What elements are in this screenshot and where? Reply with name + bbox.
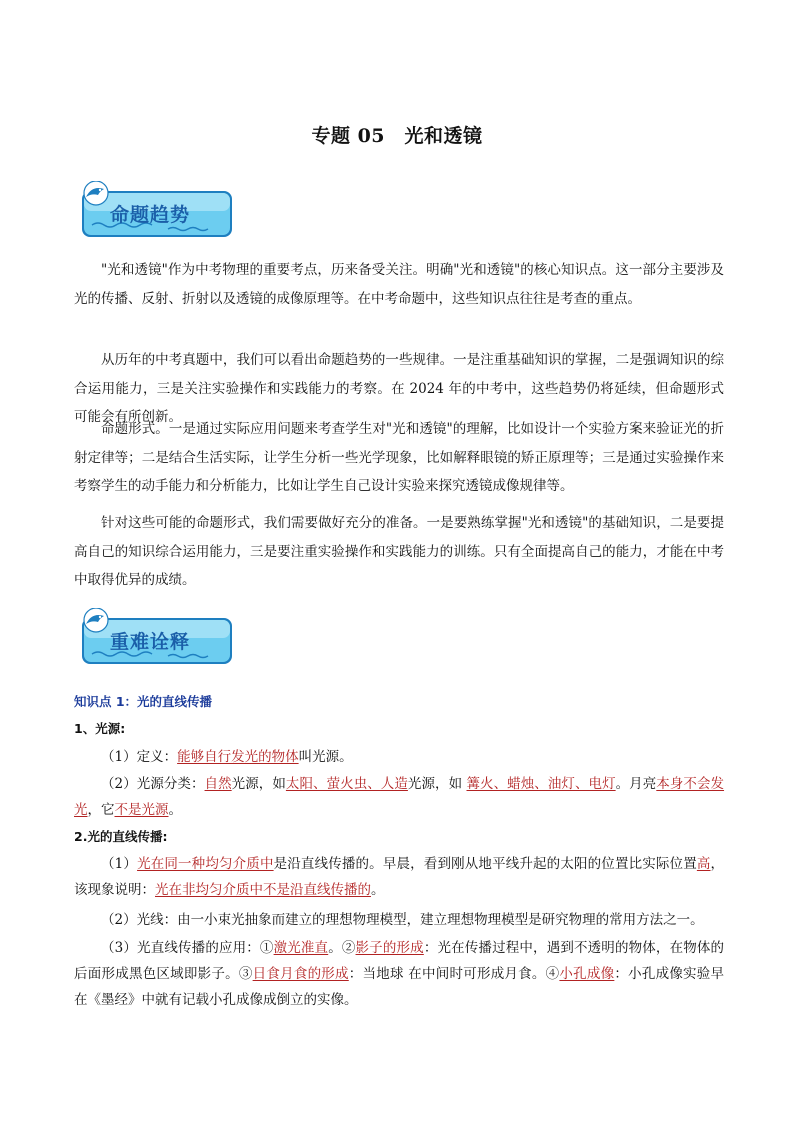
cls-highlight: 太阳、萤火虫、人造 [285,776,408,792]
trend-badge-label: 命题趋势 [110,204,191,226]
trend-badge [78,181,236,239]
p3-highlight: 激光准直 [273,940,329,956]
def-highlight: 能够自行发光的物体 [177,749,299,765]
cls-highlight: 本身不会发光 [74,776,725,818]
trend-paragraph-1: "光和透镜"作为中考物理的重要考点，历来备受关注。明确"光和透镜"的核心知识点。这一部分主要涉及光的传播、反射、折射以及透镜的成像原理等。在中考命题中，这些知识点往往是考查的重点。 [74,262,724,307]
p3-highlight: 小孔成像 [559,966,615,982]
section-1-heading: 1、光源: [74,721,126,736]
p1-highlight: 高 [696,856,711,872]
p3-highlight: 日食月食的形成 [252,966,349,982]
p1-text: ，该现象说明： [74,856,725,898]
p3-text: ：光在传播过程中，遇到不透明的物体，在物体的后面形成黑色区域即影子。③ [74,940,725,982]
cls-highlight: 自然 [204,776,232,792]
p3-prefix: （3）光直线传播的应用：① [101,940,274,956]
def-suffix: 叫光源。 [298,749,353,765]
propagation-applications [74,935,724,1013]
p1-highlight: 光在非均匀介质中不是沿直线传播的 [155,882,371,898]
p3-text: 。② [328,940,356,956]
explain-badge-label: 重难诠释 [110,631,191,653]
cls-text: ，它 [87,802,115,818]
cls-text: 。月亮 [615,776,657,792]
trend-paragraph-4: 针对这些可能的命题形式，我们需要做好充分的准备。一是要熟练掌握"光和透镜"的基础知识，二是要提高自己的知识综合运用能力，三是要注重实验操作和实践能力的训练。只有全面提高自己的能力，才能在中考中取得优异的成绩。 [74,515,724,588]
knowledge-point-text: 知识点 1：光的直线传播 [74,694,213,709]
p1-prefix: （1） [101,856,138,872]
p1-text: 是沿直线传播的。早晨，看到刚从地平线升起的太阳的位置比实际位置 [273,856,697,872]
p1-text: 。 [371,882,385,898]
p3-highlight: 影子的形成 [355,940,424,956]
cls-text: 光源，如 [231,776,286,792]
section-2-heading: 2.光的直线传播: [74,829,168,844]
cls-prefix: （2）光源分类： [101,776,205,792]
cls-text: 光源，如 [407,776,467,792]
def-prefix: （1）定义： [101,749,178,765]
light-ray-definition: （2）光线：由一小束光抽象而建立的理想物理模型，建立理想物理模型是研究物理的常用方法之一。 [101,912,704,928]
p3-text: ：小孔成像实验早在《墨经》中就有记载小孔成像成倒立的实像。 [74,966,725,1008]
explain-badge [78,608,236,666]
page-title: 专题 05 光和透镜 [311,125,483,147]
light-source-definition [74,744,724,770]
p3-text: ：当地球 在中间时可形成月食。④ [348,966,560,982]
cls-text: 。 [168,802,182,818]
cls-highlight: 篝火、蜡烛、油灯、电灯 [466,776,616,792]
p1-highlight: 光在同一种均匀介质中 [137,856,274,872]
straight-line-propagation [74,851,724,903]
trend-paragraph-3: 命题形式。一是通过实际应用问题来考查学生对"光和透镜"的理解，比如设计一个实验方案来验证光的折射定律等；二是结合生活实际，让学生分析一些光学现象，比如解释眼镜的矫正原理等；三是通过实验操作来考察学生的动手能力和分析能力，比如让学生自己设计实验来探究透镜成像规律等。 [74,421,724,494]
trend-paragraph-2: 从历年的中考真题中，我们可以看出命题趋势的一些规律。一是注重基础知识的掌握，二是强调知识的综合运用能力，三是关注实验操作和实践能力的考察。在 2024 年的中考中，这些趋势仍将延续，但命题形式可能会有所创新。 [74,352,724,425]
knowledge-point-label [74,689,724,715]
light-source-classification [74,771,724,823]
cls-highlight: 不是光源 [114,802,169,818]
